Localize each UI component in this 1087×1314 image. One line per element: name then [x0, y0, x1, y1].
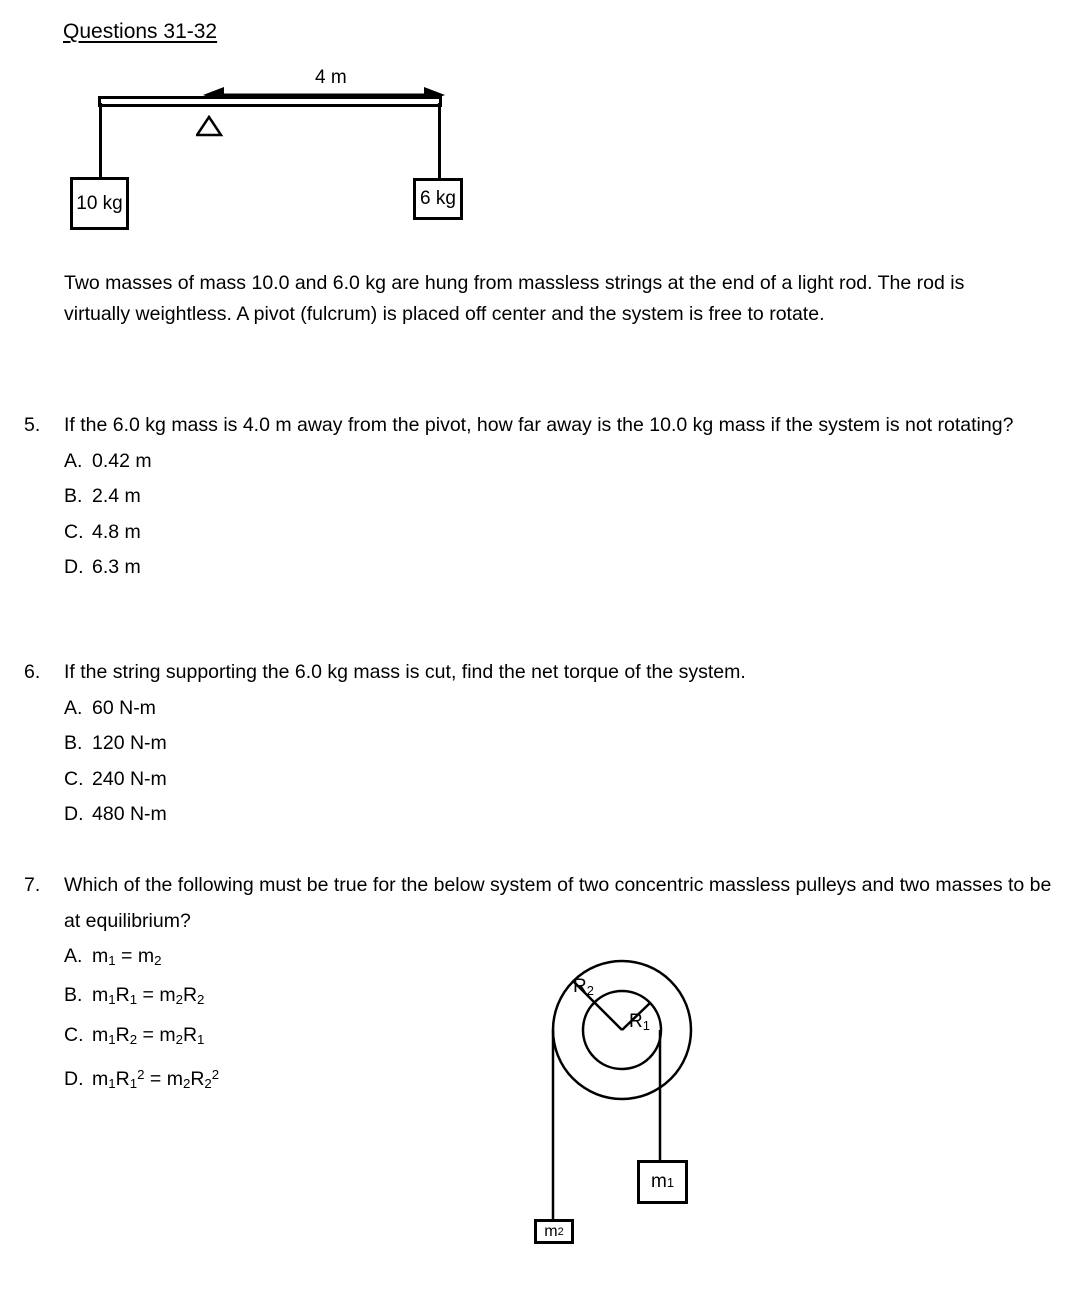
- question-6-number: 6.: [24, 661, 41, 683]
- choice-6-a-text: 60 N-m: [92, 696, 156, 719]
- choice-6-b-text: 120 N-m: [92, 732, 167, 754]
- choice-7-a-letter: A.: [64, 945, 83, 967]
- question-6: [24, 655, 1059, 833]
- choice-5-b-text: 2.4 m: [92, 485, 141, 507]
- question-7-stem: Which of the following must be true for the below system of two concentric massless pulleys and two masses to be at equilibrium?: [64, 874, 1052, 932]
- choice-6-d[interactable]: [64, 797, 1059, 833]
- pulley-mass-1-box: m 1: [637, 1160, 688, 1204]
- rod: [98, 96, 442, 107]
- choice-5-a-letter: A.: [64, 449, 83, 472]
- choice-5-b[interactable]: [64, 479, 1059, 515]
- question-6-row: [24, 655, 1059, 691]
- question-6-choices: [64, 691, 1059, 833]
- choice-5-a-text: 0.42 m: [92, 449, 152, 472]
- choice-6-c-text: 240 N-m: [92, 767, 167, 790]
- choice-6-d-text: 480 N-m: [92, 803, 167, 825]
- pulley-mass-2-box: m 2: [534, 1219, 574, 1244]
- question-7-row: [24, 868, 1059, 939]
- choice-7-a-text: $m_1 = m_2$: [92, 945, 162, 968]
- choice-7-c-text: $m_1R_2 = m_2R_1$: [92, 1023, 205, 1047]
- question-5-row: [24, 408, 1059, 444]
- triangle-fulcrum-icon: [196, 115, 226, 137]
- choice-7-b-letter: B.: [64, 984, 83, 1007]
- pulley-svg: [516, 950, 746, 1260]
- page-title: Questions 31-32: [63, 20, 218, 43]
- choice-6-a[interactable]: [64, 691, 1059, 727]
- choice-5-b-letter: B.: [64, 485, 83, 507]
- outer-radius-label: $R_2$: [573, 976, 594, 998]
- choice-5-c[interactable]: [64, 515, 1059, 551]
- choice-7-d-text: $m_1R_1^2 = m_2R_2^2$: [92, 1067, 220, 1092]
- question-7-number: 7.: [24, 874, 41, 896]
- distance-label: 4 m: [315, 67, 347, 88]
- choice-6-b[interactable]: [64, 726, 1059, 762]
- question-5-number: 5.: [24, 414, 41, 436]
- question-5-choices: [64, 444, 1059, 586]
- question-6-stem: If the string supporting the 6.0 kg mass is cut, find the net torque of the system.: [64, 661, 746, 683]
- mass-box-right: 6 kg: [413, 178, 463, 220]
- choice-7-d-letter: D.: [64, 1068, 84, 1091]
- choice-5-d[interactable]: [64, 550, 1059, 586]
- mass-box-left: 10 kg: [70, 177, 129, 230]
- choice-7-b-text: $m_1R_1 = m_2R_2$: [92, 984, 205, 1008]
- choice-5-c-text: 4.8 m: [92, 520, 141, 543]
- choice-6-a-letter: A.: [64, 696, 83, 719]
- choice-7-c-letter: C.: [64, 1023, 84, 1046]
- choice-6-d-letter: D.: [64, 803, 84, 825]
- concentric-pulley-diagram: [516, 950, 746, 1260]
- inner-radius-label: $R_1$: [629, 1011, 650, 1033]
- choice-5-a[interactable]: [64, 444, 1059, 480]
- question-5: [24, 408, 1059, 586]
- choice-6-c[interactable]: [64, 762, 1059, 798]
- choice-6-b-letter: B.: [64, 732, 83, 754]
- question-5-stem: If the 6.0 kg mass is 4.0 m away from the pivot, how far away is the 10.0 kg mass if the system is not rotating?: [64, 414, 1014, 436]
- lever-balance-diagram: [0, 55, 520, 250]
- intro-paragraph: Two masses of mass 10.0 and 6.0 kg are hung from massless strings at the end of a light rod. The rod is virtually weightless. A pivot (fulcrum) is placed off center and the system is free to rotate.: [64, 272, 965, 325]
- choice-6-c-letter: C.: [64, 767, 84, 790]
- string-left: [99, 103, 102, 179]
- choice-5-d-text: 6.3 m: [92, 556, 141, 578]
- string-right: [438, 103, 441, 180]
- choice-5-c-letter: C.: [64, 520, 84, 543]
- choice-5-d-letter: D.: [64, 556, 84, 578]
